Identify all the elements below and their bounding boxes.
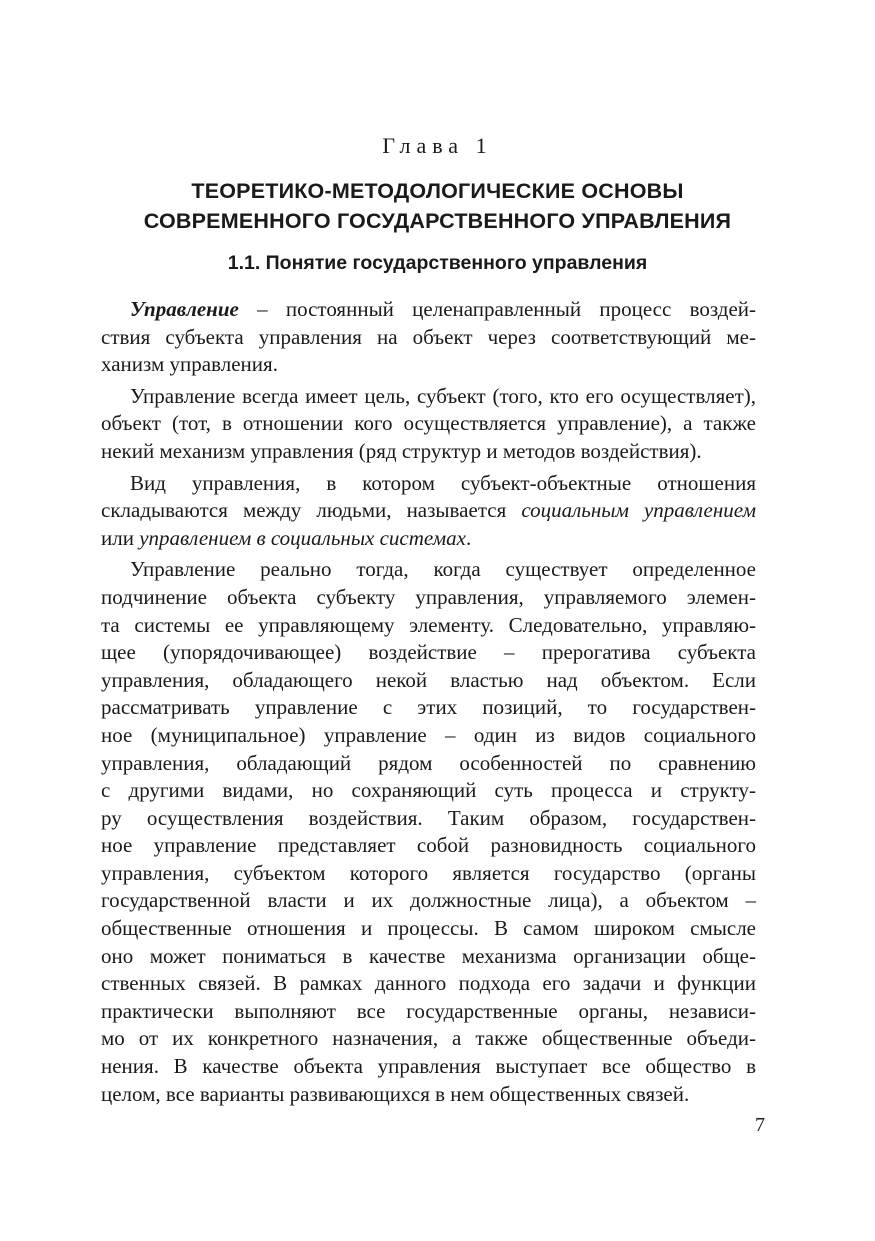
paragraph bbox=[101, 296, 756, 379]
text-run: оно может пониматься в качестве механизма организации обще- bbox=[101, 943, 756, 968]
text-run: нения. В качестве объекта управления выступает все общество в bbox=[101, 1054, 756, 1079]
text-run: ствия субъекта управления на объект через соответствующий ме- bbox=[101, 324, 756, 349]
text-line bbox=[101, 556, 756, 584]
text-line bbox=[101, 1053, 756, 1081]
body-text bbox=[101, 296, 756, 1112]
text-line bbox=[101, 722, 756, 750]
text-line bbox=[101, 860, 756, 888]
text-run: государственной власти и их должностные лица), а объектом – bbox=[101, 888, 756, 913]
text-line bbox=[101, 296, 756, 324]
text-run: объект (тот, в отношении кого осуществляется управление), а также bbox=[101, 411, 756, 436]
chapter-title bbox=[60, 176, 815, 236]
text-run: . bbox=[465, 525, 472, 550]
text-line bbox=[101, 694, 756, 722]
text-line bbox=[101, 805, 756, 833]
text-line bbox=[101, 750, 756, 778]
text-run: щее (упорядочивающее) воздействие – прерогатива субъекта bbox=[101, 640, 756, 665]
text-line bbox=[101, 410, 756, 438]
text-line bbox=[101, 525, 756, 553]
chapter-label: Глава 1 bbox=[382, 133, 493, 158]
text-run: ственных связей. В рамках данного подхода его задачи и функции bbox=[101, 971, 756, 996]
text-run: целом, все варианты развивающихся в нем общественных связей. bbox=[101, 1081, 690, 1106]
text-run: рассматривать управление с этих позиций, то государствен- bbox=[101, 695, 756, 720]
text-run: та системы ее управляющему элементу. Следовательно, управляю- bbox=[101, 612, 756, 637]
text-run: практически выполняют все государственные органы, независи- bbox=[101, 998, 756, 1023]
text-line bbox=[101, 887, 756, 915]
chapter-title-line: ТЕОРЕТИКО-МЕТОДОЛОГИЧЕСКИЕ ОСНОВЫ bbox=[191, 179, 684, 203]
text-line bbox=[101, 497, 756, 525]
text-line bbox=[101, 351, 756, 379]
text-run: подчинение объекта субъекту управления, управляемого элемен- bbox=[101, 584, 756, 609]
defined-term: Управление bbox=[130, 297, 239, 321]
text-run: ное (муниципальное) управление – один из видов социального bbox=[101, 722, 756, 747]
text-line bbox=[101, 943, 756, 971]
text-run: мо от их конкретного назначения, а также общественные объеди- bbox=[101, 1026, 756, 1051]
text-run: – постоянный целенаправленный процесс воздей- bbox=[238, 297, 756, 321]
text-line bbox=[101, 584, 756, 612]
text-line bbox=[101, 383, 756, 411]
text-run: общественные отношения и процессы. В самом широком смысле bbox=[101, 916, 756, 941]
text-run: управления, обладающего некой властью над объектом. Если bbox=[101, 667, 756, 692]
text-line bbox=[101, 1025, 756, 1053]
text-line bbox=[101, 612, 756, 640]
text-run: или bbox=[101, 525, 140, 550]
text-line bbox=[101, 998, 756, 1026]
text-run: управления, обладающий рядом особенностей по сравнению bbox=[101, 750, 756, 775]
text-run: ру осуществления воздействия. Таким образом, государствен- bbox=[101, 805, 756, 830]
text-line bbox=[101, 1081, 756, 1109]
text-line bbox=[101, 324, 756, 352]
text-line bbox=[101, 639, 756, 667]
page-number: 7 bbox=[755, 1114, 765, 1136]
text-line bbox=[101, 832, 756, 860]
chapter-title-line: СОВРЕМЕННОГО ГОСУДАРСТВЕННОГО УПРАВЛЕНИЯ bbox=[143, 209, 732, 233]
emphasized-text: социальным управлением bbox=[521, 498, 756, 523]
emphasized-text: управлением в социальных системах bbox=[139, 525, 466, 550]
text-run: ное управление представляет собой разновидность социального bbox=[101, 833, 756, 858]
text-line bbox=[101, 667, 756, 695]
paragraph bbox=[101, 470, 756, 553]
text-line bbox=[101, 438, 756, 466]
paragraph bbox=[101, 556, 756, 1108]
text-run: Управление всегда имеет цель, субъект (того, кто его осуществляет), bbox=[130, 383, 756, 408]
paragraph bbox=[101, 383, 756, 466]
text-run: с другими видами, но сохраняющий суть процесса и структу- bbox=[101, 778, 756, 803]
section-title: 1.1. Понятие государственного управления bbox=[227, 252, 648, 274]
text-line bbox=[101, 915, 756, 943]
text-run: некий механизм управления (ряд структур и методов воздействия). bbox=[101, 438, 702, 463]
text-line bbox=[101, 970, 756, 998]
text-line bbox=[101, 777, 756, 805]
text-run: ханизм управления. bbox=[101, 352, 278, 377]
text-line bbox=[101, 470, 756, 498]
text-run: складываются между людьми, называется bbox=[101, 498, 522, 523]
text-run: Вид управления, в котором субъект-объектные отношения bbox=[130, 470, 756, 495]
text-run: Управление реально тогда, когда существует определенное bbox=[130, 557, 756, 582]
text-run: управления, субъектом которого является государство (органы bbox=[101, 860, 756, 885]
